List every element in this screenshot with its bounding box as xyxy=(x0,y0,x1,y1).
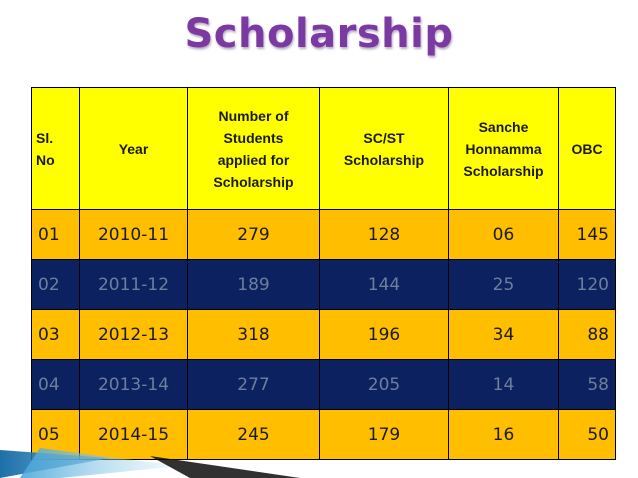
header-line: applied for xyxy=(217,151,290,168)
table-row xyxy=(32,210,616,260)
header-year xyxy=(80,88,188,210)
cell-sanche: 16 xyxy=(449,410,559,460)
header-sanche-honnamma-scholarship xyxy=(449,88,559,210)
cell-obc: 120 xyxy=(559,260,616,310)
header-line: Students xyxy=(223,129,284,146)
cell-scst: 179 xyxy=(320,410,449,460)
cell-year: 2011-12 xyxy=(80,260,188,310)
header-line: Scholarship xyxy=(463,162,544,179)
header-line: Number of xyxy=(218,107,289,124)
corner-ribbon-decoration xyxy=(0,398,320,478)
cell-obc: 145 xyxy=(559,210,616,260)
cell-scst: 196 xyxy=(320,310,449,360)
cell-sanche: 14 xyxy=(449,360,559,410)
cell-sanche: 06 xyxy=(449,210,559,260)
cell-obc: 58 xyxy=(559,360,616,410)
header-line: Honnamma xyxy=(465,140,542,157)
header-line: Year xyxy=(118,140,149,157)
cell-scst: 144 xyxy=(320,260,449,310)
header-line: Sl. xyxy=(36,129,54,146)
table-row xyxy=(32,310,616,360)
header-line: No xyxy=(36,151,55,168)
cell-students: 189 xyxy=(188,260,320,310)
slide-title: Scholarship xyxy=(184,11,454,57)
cell-sanche: 34 xyxy=(449,310,559,360)
table-row xyxy=(32,260,616,310)
cell-obc: 50 xyxy=(559,410,616,460)
cell-scst: 205 xyxy=(320,360,449,410)
cell-sl: 01 xyxy=(32,210,80,260)
header-line: OBC xyxy=(571,140,603,157)
header-line: Scholarship xyxy=(343,151,425,168)
header-scst-scholarship xyxy=(320,88,449,210)
cell-students: 279 xyxy=(188,210,320,260)
table-header-row xyxy=(32,88,616,210)
header-sl-no xyxy=(32,88,80,210)
cell-students: 318 xyxy=(188,310,320,360)
cell-scst: 128 xyxy=(320,210,449,260)
cell-sl: 02 xyxy=(32,260,80,310)
cell-students: 245 xyxy=(188,410,320,460)
header-line: SC/ST xyxy=(363,129,405,146)
cell-obc: 88 xyxy=(559,310,616,360)
header-obc xyxy=(559,88,616,210)
cell-students: 277 xyxy=(188,360,320,410)
cell-year: 2013-14 xyxy=(80,360,188,410)
cell-year: 2012-13 xyxy=(80,310,188,360)
cell-year: 2014-15 xyxy=(80,410,188,460)
cell-sl: 04 xyxy=(32,360,80,410)
header-line: Scholarship xyxy=(213,173,294,190)
cell-sl: 03 xyxy=(32,310,80,360)
cell-sanche: 25 xyxy=(449,260,559,310)
header-line: Sanche xyxy=(478,118,529,135)
header-students-applied xyxy=(188,88,320,210)
cell-sl: 05 xyxy=(32,410,80,460)
cell-year: 2010-11 xyxy=(80,210,188,260)
